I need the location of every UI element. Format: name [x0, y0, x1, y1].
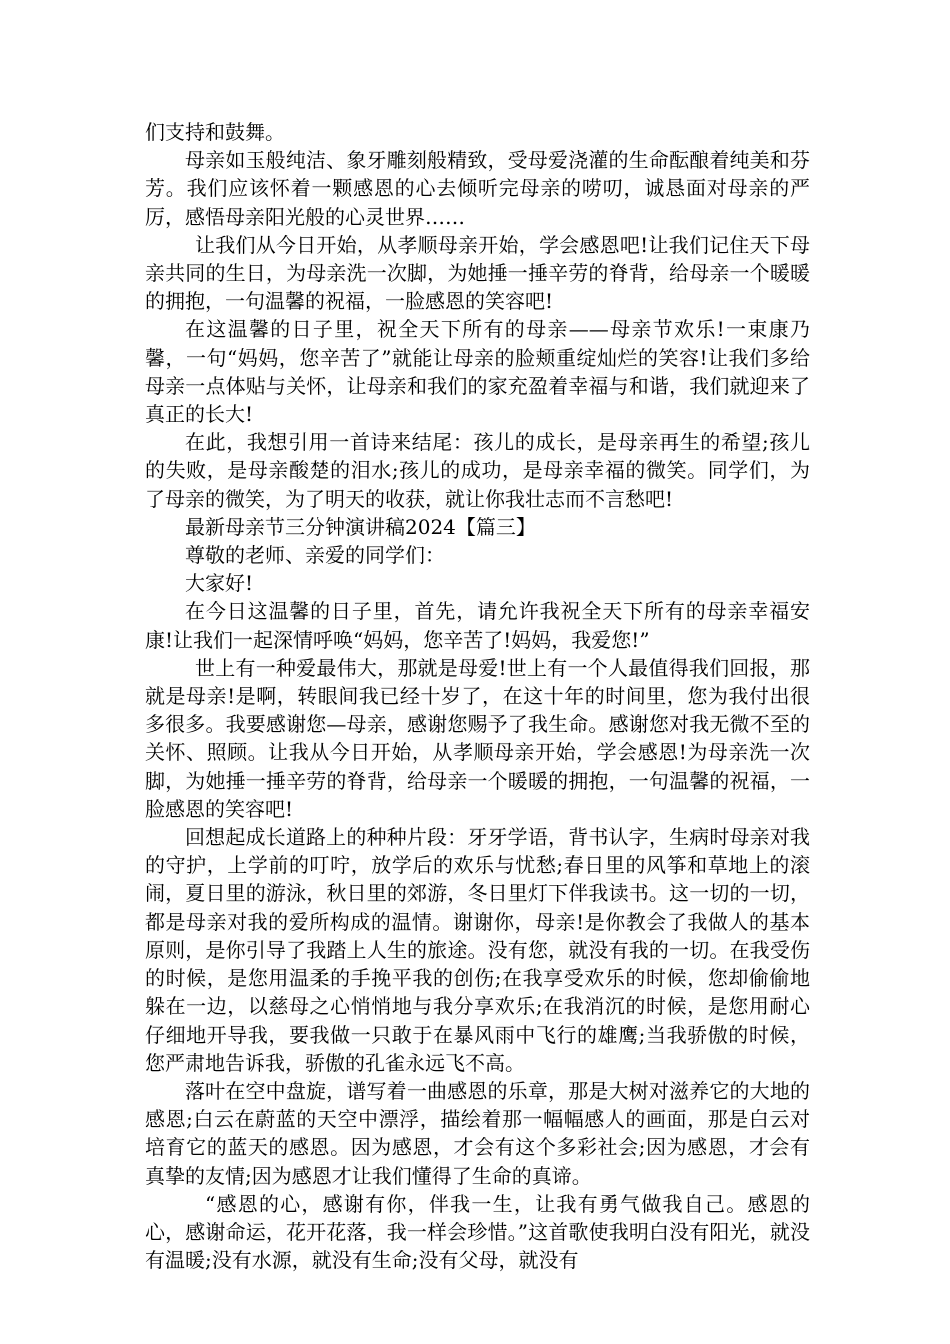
paragraph-growth-memories: 回想起成长道路上的种种片段：牙牙学语，背书认字，生病时母亲对我的守护，上学前的叮咛，放学后的欢乐与忧愁;春日里的风筝和草地上的滚闹，夏日里的游泳，秋日里的郊游，冬日里灯下伴我读书。这一切的一切，都是母亲对我的爱所构成的温情。谢谢你，母亲!是你教会了我做人的基本原则，是你引导了我踏上人生的旅途。没有您，就没有我的一切。在我受伤的时候，是您用温柔的手挽平我的创伤;在我享受欢乐的时候，您却偷偷地躲在一边，以慈母之心悄悄地与我分享欢乐;在我消沉的时候，是您用耐心仔细地开导我，要我做一只敢于在暴风雨中飞行的雄鹰;当我骄傲的时候，您严肃地告诉我，骄傲的孔雀永远飞不高。: [145, 825, 810, 1075]
paragraph-greatest-love: 世上有一种爱最伟大，那就是母爱!世上有一个人最值得我们回报，那就是母亲!是啊，转眼间我已经十岁了，在这十年的时间里，您为我付出很多很多。我要感谢您—母亲，感谢您赐予了我生命。感谢您对我无微不至的关怀、照顾。让我从今日开始，从孝顺母亲开始，学会感恩!为母亲洗一次脚，为她捶一捶辛劳的脊背，给母亲一个暖暖的拥抱，一句温馨的祝福，一脸感恩的笑容吧!: [145, 655, 810, 821]
paragraph-mothers-day-wish: 在这温馨的日子里，祝全天下所有的母亲——母亲节欢乐!一束康乃馨，一句“妈妈，您辛苦了”就能让母亲的脸颊重绽灿烂的笑容!让我们多给母亲一点体贴与关怀，让母亲和我们的家充盈着幸福与和谐，我们就迎来了真正的长大!: [145, 317, 810, 427]
section-heading: 最新母亲节三分钟演讲稿2024【篇三】: [185, 514, 536, 539]
paragraph-closing-poem: 在此，我想引用一首诗来结尾：孩儿的成长，是母亲再生的希望;孩儿的失败，是母亲酸楚的泪水;孩儿的成功，是母亲幸福的微笑。同学们，为了母亲的微笑，为了明天的收获，就让你我壮志而不言愁吧!: [145, 430, 810, 511]
document-body: [145, 118, 810, 1274]
paragraph-continuation: 们支持和鼓舞。: [145, 120, 285, 144]
greeting: 大家好!: [185, 571, 254, 596]
salutation: 尊敬的老师、亲爱的同学们：: [185, 543, 445, 568]
paragraph-mother-purity: 母亲如玉般纯洁、象牙雕刻般精致，受母爱浇灌的生命酝酿着纯美和芬芳。我们应该怀着一颗感恩的心去倾听完母亲的唠叨，诚恳面对母亲的严厉，感悟母亲阳光般的心灵世界……: [145, 148, 810, 229]
paragraph-start-today: 让我们从今日开始，从孝顺母亲开始，学会感恩吧!让我们记住天下母亲共同的生日，为母亲洗一次脚，为她捶一捶辛劳的脊背，给母亲一个暖暖的拥抱，一句温馨的祝福，一脸感恩的笑容吧!: [145, 232, 810, 314]
paragraph-opening-wish: 在今日这温馨的日子里，首先，请允许我祝全天下所有的母亲幸福安康!让我们一起深情呼唤“妈妈，您辛苦了!妈妈，我爱您!”: [145, 599, 810, 652]
paragraph-grateful-heart-song: “感恩的心，感谢有你，伴我一生，让我有勇气做我自己。感恩的心，感谢命运，花开花落，我一样会珍惜。”这首歌使我明白没有阳光，就没有温暖;没有水源，就没有生命;没有父母，就没有: [145, 1191, 810, 1273]
paragraph-gratitude-nature: 落叶在空中盘旋，谱写着一曲感恩的乐章，那是大树对滋养它的大地的感恩;白云在蔚蓝的天空中漂浮，描绘着那一幅幅感人的画面，那是白云对培育它的蓝天的感恩。因为感恩，才会有这个多彩社会;因为感恩，才会有真挚的友情;因为感恩才让我们懂得了生命的真谛。: [145, 1078, 810, 1188]
